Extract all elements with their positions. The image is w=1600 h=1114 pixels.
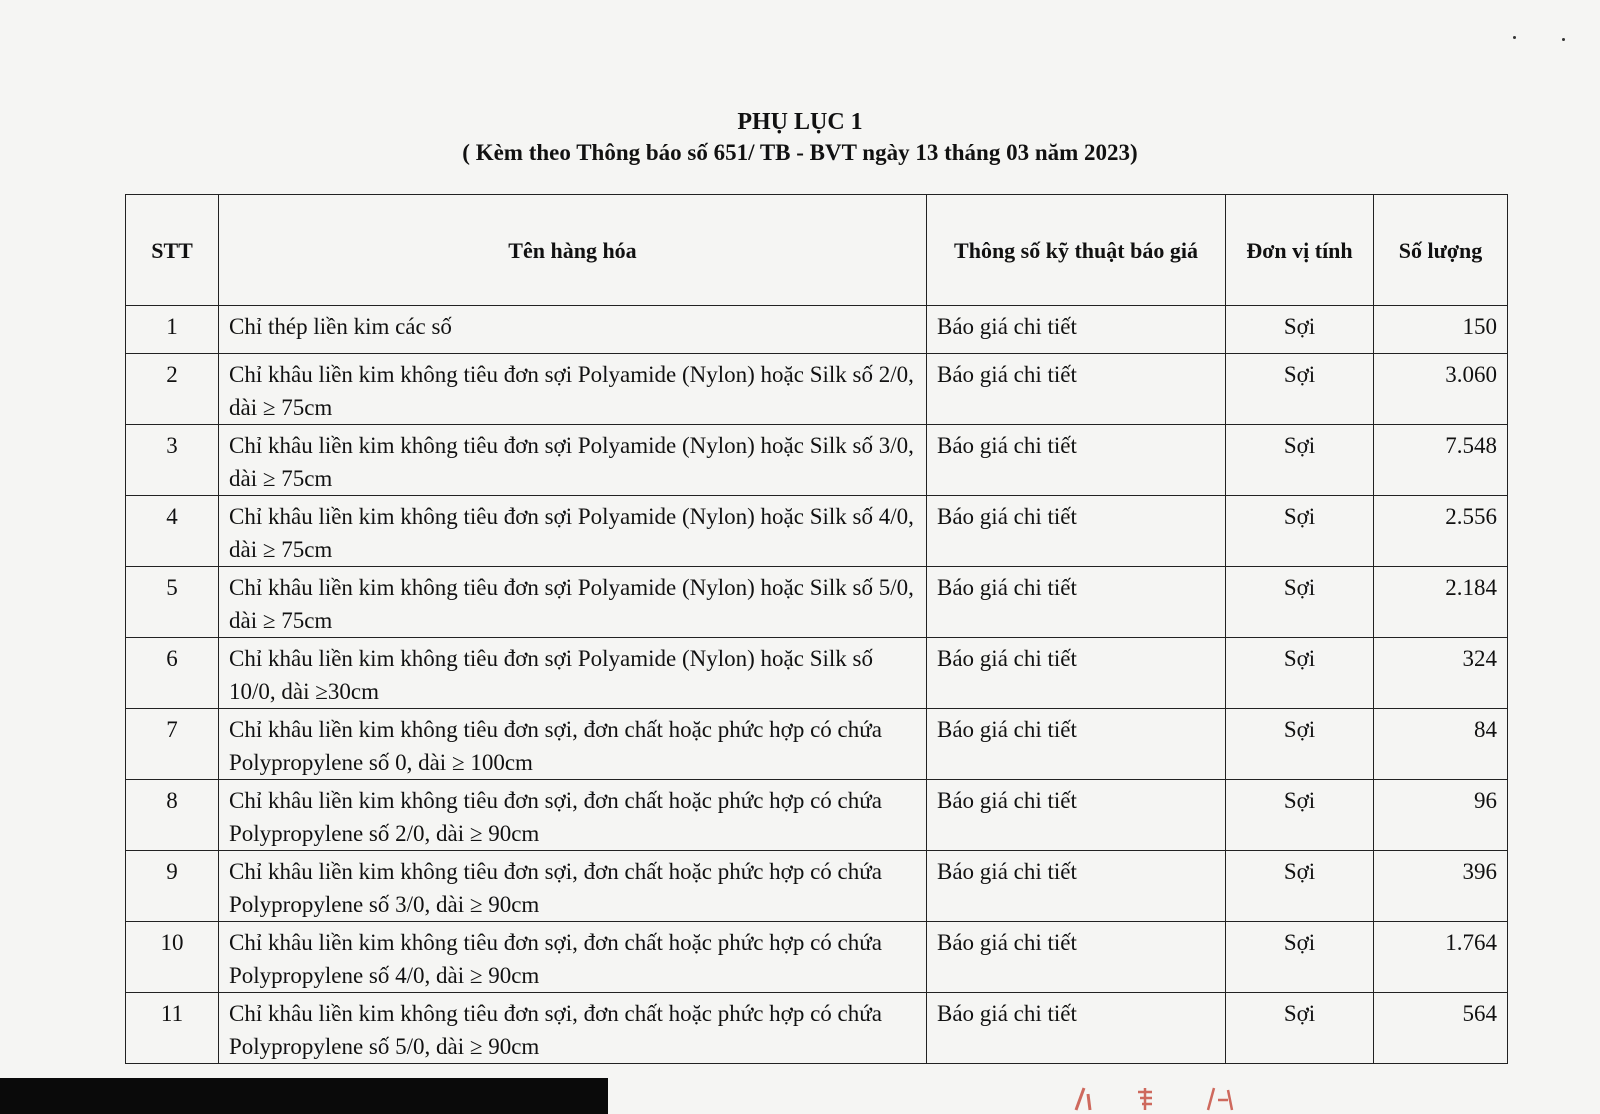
header-stt: STT	[126, 195, 219, 306]
cell-quantity: 150	[1374, 306, 1508, 354]
table-row	[126, 709, 1508, 780]
cell-item-name: Chỉ khâu liền kim không tiêu đơn sợi Polyamide (Nylon) hoặc Silk số 2/0, dài ≥ 75cm	[219, 354, 927, 425]
cell-spec: Báo giá chi tiết	[927, 922, 1226, 993]
table-row	[126, 567, 1508, 638]
cell-item-name: Chỉ khâu liền kim không tiêu đơn sợi, đơn chất hoặc phức hợp có chứa Polypropylene số 2/0, dài ≥ 90cm	[219, 780, 927, 851]
cell-unit: Sợi	[1226, 567, 1374, 638]
cell-stt: 7	[126, 709, 219, 780]
cell-spec: Báo giá chi tiết	[927, 993, 1226, 1064]
cell-unit: Sợi	[1226, 354, 1374, 425]
cell-stt: 10	[126, 922, 219, 993]
cell-spec: Báo giá chi tiết	[927, 851, 1226, 922]
cell-quantity: 3.060	[1374, 354, 1508, 425]
cell-item-name: Chỉ khâu liền kim không tiêu đơn sợi Polyamide (Nylon) hoặc Silk số 4/0, dài ≥ 75cm	[219, 496, 927, 567]
cell-spec: Báo giá chi tiết	[927, 780, 1226, 851]
cell-quantity: 396	[1374, 851, 1508, 922]
cell-item-name: Chỉ khâu liền kim không tiêu đơn sợi Polyamide (Nylon) hoặc Silk số 3/0, dài ≥ 75cm	[219, 425, 927, 496]
cell-quantity: 564	[1374, 993, 1508, 1064]
cell-quantity: 324	[1374, 638, 1508, 709]
cell-spec: Báo giá chi tiết	[927, 709, 1226, 780]
table-row	[126, 993, 1508, 1064]
cell-stt: 4	[126, 496, 219, 567]
cell-stt: 5	[126, 567, 219, 638]
cell-quantity: 2.556	[1374, 496, 1508, 567]
cell-stt: 2	[126, 354, 219, 425]
header-unit: Đơn vị tính	[1226, 195, 1374, 306]
cell-item-name: Chỉ thép liền kim các số	[219, 306, 927, 354]
cell-unit: Sợi	[1226, 780, 1374, 851]
cell-unit: Sợi	[1226, 709, 1374, 780]
cell-unit: Sợi	[1226, 922, 1374, 993]
cell-stt: 6	[126, 638, 219, 709]
cell-quantity: 84	[1374, 709, 1508, 780]
table-header-row	[126, 195, 1508, 306]
table-row	[126, 496, 1508, 567]
cell-item-name: Chỉ khâu liền kim không tiêu đơn sợi Polyamide (Nylon) hoặc Silk số 5/0, dài ≥ 75cm	[219, 567, 927, 638]
table-row	[126, 780, 1508, 851]
cell-stt: 3	[126, 425, 219, 496]
cell-stt: 1	[126, 306, 219, 354]
cell-unit: Sợi	[1226, 851, 1374, 922]
cell-quantity: 1.764	[1374, 922, 1508, 993]
scan-speck	[1513, 36, 1516, 39]
red-stamp-fragment	[1068, 1080, 1248, 1114]
cell-stt: 11	[126, 993, 219, 1064]
cell-item-name: Chỉ khâu liền kim không tiêu đơn sợi, đơn chất hoặc phức hợp có chứa Polypropylene số 4/0, dài ≥ 90cm	[219, 922, 927, 993]
table-row	[126, 851, 1508, 922]
cell-stt: 9	[126, 851, 219, 922]
table-body	[126, 306, 1508, 1064]
cell-spec: Báo giá chi tiết	[927, 306, 1226, 354]
cell-spec: Báo giá chi tiết	[927, 567, 1226, 638]
goods-table	[125, 194, 1508, 1064]
page-subtitle: ( Kèm theo Thông báo số 651/ TB - BVT ngày 13 tháng 03 năm 2023)	[462, 140, 1138, 165]
cell-item-name: Chỉ khâu liền kim không tiêu đơn sợi Polyamide (Nylon) hoặc Silk số 10/0, dài ≥30cm	[219, 638, 927, 709]
cell-item-name: Chỉ khâu liền kim không tiêu đơn sợi, đơn chất hoặc phức hợp có chứa Polypropylene số 5/0, dài ≥ 90cm	[219, 993, 927, 1064]
cell-unit: Sợi	[1226, 638, 1374, 709]
scan-border-artifact	[0, 1078, 608, 1114]
cell-quantity: 7.548	[1374, 425, 1508, 496]
cell-spec: Báo giá chi tiết	[927, 496, 1226, 567]
table-row	[126, 638, 1508, 709]
table-row	[126, 354, 1508, 425]
header-spec: Thông số kỹ thuật báo giá	[927, 195, 1226, 306]
header-item-name: Tên hàng hóa	[219, 195, 927, 306]
cell-spec: Báo giá chi tiết	[927, 638, 1226, 709]
cell-unit: Sợi	[1226, 425, 1374, 496]
cell-unit: Sợi	[1226, 993, 1374, 1064]
cell-item-name: Chỉ khâu liền kim không tiêu đơn sợi, đơn chất hoặc phức hợp có chứa Polypropylene số 3/0, dài ≥ 90cm	[219, 851, 927, 922]
cell-spec: Báo giá chi tiết	[927, 354, 1226, 425]
cell-unit: Sợi	[1226, 306, 1374, 354]
cell-item-name: Chỉ khâu liền kim không tiêu đơn sợi, đơn chất hoặc phức hợp có chứa Polypropylene số 0, dài ≥ 100cm	[219, 709, 927, 780]
cell-stt: 8	[126, 780, 219, 851]
cell-quantity: 96	[1374, 780, 1508, 851]
document-heading	[0, 106, 1600, 168]
cell-spec: Báo giá chi tiết	[927, 425, 1226, 496]
table-row	[126, 425, 1508, 496]
table-row	[126, 922, 1508, 993]
cell-unit: Sợi	[1226, 496, 1374, 567]
table-row	[126, 306, 1508, 354]
cell-quantity: 2.184	[1374, 567, 1508, 638]
scan-speck	[1562, 38, 1565, 41]
header-quantity: Số lượng	[1374, 195, 1508, 306]
page-title: PHỤ LỤC 1	[737, 109, 863, 135]
